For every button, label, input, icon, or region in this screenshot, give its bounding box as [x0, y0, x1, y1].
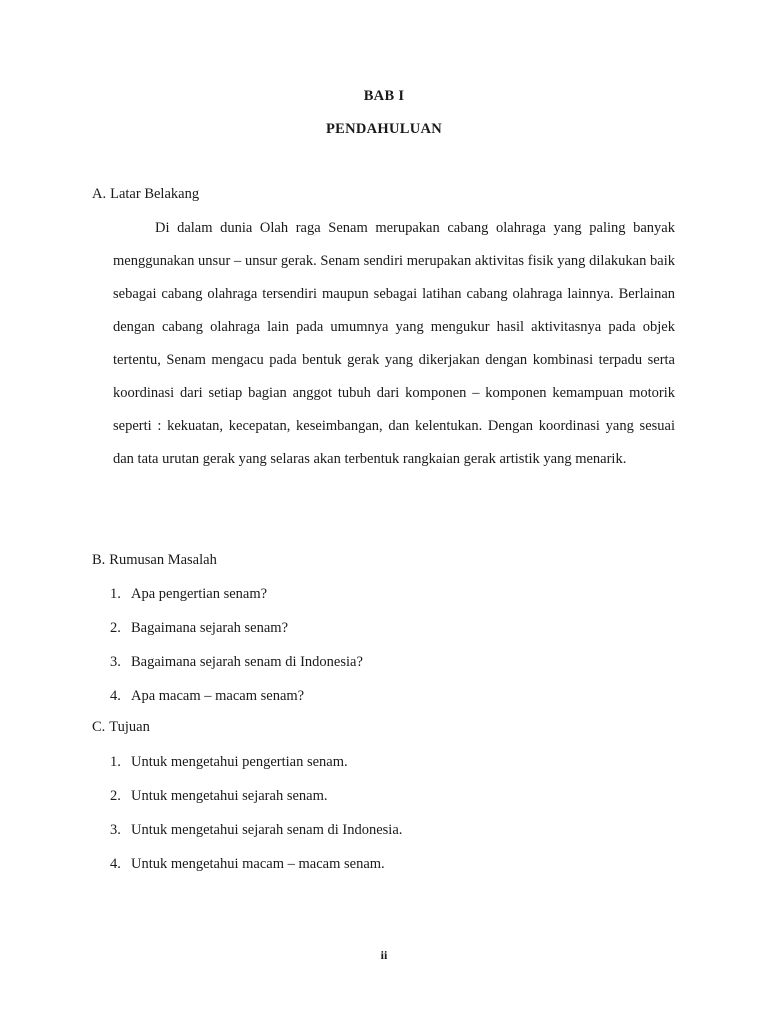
list-item [110, 653, 670, 687]
chapter-title: PENDAHULUAN [325, 121, 443, 137]
list-item-text: Untuk mengetahui pengertian senam. [131, 754, 348, 770]
list-item [110, 753, 670, 787]
list-item [110, 687, 670, 721]
tujuan-list [110, 753, 670, 889]
chapter-label: BAB I [363, 88, 405, 104]
list-item-text: Untuk mengetahui sejarah senam di Indonesia. [131, 822, 403, 838]
list-item [110, 821, 670, 855]
section-letter-a: A. [92, 186, 107, 202]
list-item-number: 1. [110, 586, 121, 602]
list-item-text: Untuk mengetahui sejarah senam. [131, 788, 328, 804]
list-item-number: 1. [110, 754, 121, 770]
list-item-number: 3. [110, 822, 121, 838]
list-item-number: 2. [110, 620, 121, 636]
list-item-text: Bagaimana sejarah senam? [131, 620, 289, 636]
list-item-text: Apa macam – macam senam? [131, 688, 305, 704]
list-item-number: 2. [110, 788, 121, 804]
section-title-b: Rumusan Masalah [109, 552, 217, 568]
rumusan-masalah-list [110, 585, 670, 721]
section-title-c: Tujuan [109, 719, 150, 735]
list-item [110, 585, 670, 619]
list-item-number: 4. [110, 688, 121, 704]
list-item [110, 619, 670, 653]
page-number: ii [380, 948, 388, 962]
section-heading-rumusan-masalah [92, 552, 217, 569]
section-title-a: Latar Belakang [110, 186, 200, 202]
list-item [110, 787, 670, 821]
section-heading-tujuan [92, 719, 150, 736]
section-heading-latar-belakang [92, 186, 199, 203]
list-item-text: Bagaimana sejarah senam di Indonesia? [131, 654, 363, 670]
list-item-text: Apa pengertian senam? [131, 586, 268, 602]
list-item-number: 4. [110, 856, 121, 872]
list-item-number: 3. [110, 654, 121, 670]
section-letter-c: C. [92, 719, 106, 735]
latar-belakang-paragraph: Di dalam dunia Olah raga Senam merupakan cabang olahraga yang paling banyak menggunakan unsur – unsur gerak. Senam sendiri merupakan aktivitas fisik yang dilakukan baik sebagai cabang olahraga tersendiri maupun sebagai latihan cabang olahraga lainnya. Berlainan dengan cabang olahraga lain pada umumnya yang mengukur hasil aktivitasnya pada objek tertentu, Senam mengacu pada bentuk gerak yang dikerjakan dengan kombinasi terpadu serta koordinasi dari setiap bagian anggot tubuh dari komponen – komponen kemampuan motorik seperti : kekuatan, kecepatan, keseimbangan, dan kelentukan. Dengan koordinasi yang sesuai dan tata urutan gerak yang selaras akan terbentuk rangkaian gerak artistik yang menarik. [113, 220, 675, 467]
list-item-text: Untuk mengetahui macam – macam senam. [131, 856, 385, 872]
section-letter-b: B. [92, 552, 106, 568]
list-item [110, 855, 670, 889]
